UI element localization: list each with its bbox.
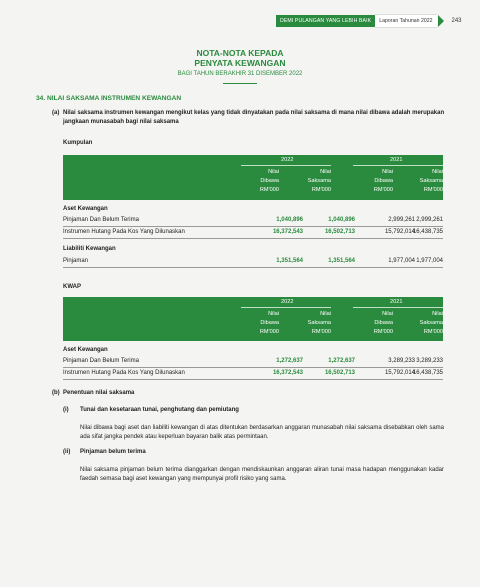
row-divider bbox=[63, 379, 443, 380]
item-ii-marker: (ii) bbox=[63, 449, 71, 455]
table-row: Instrumen Hutang Pada Kos Yang Dilunaskan 16,372,543 16,502,713 15,792,014 16,438,735 bbox=[63, 370, 443, 376]
year-2021-rule bbox=[353, 307, 443, 308]
page-header bbox=[276, 15, 462, 27]
title-divider bbox=[223, 83, 257, 84]
col-head: Nilai Dibawa RM'000 bbox=[259, 169, 279, 193]
year-2022-rule bbox=[241, 307, 331, 308]
header-arrow-icon bbox=[438, 15, 444, 27]
year-2022-label: 2022 bbox=[281, 299, 294, 305]
table-row: Instrumen Hutang Pada Kos Yang Dilunaskan 16,372,543 16,502,713 15,792,014 16,438,735 bbox=[63, 229, 443, 235]
section-heading: 34. NILAI SAKSAMA INSTRUMEN KEWANGAN bbox=[36, 95, 182, 102]
year-2021-label: 2021 bbox=[390, 157, 403, 163]
table-row: Pinjaman Dan Belum Terima 1,272,637 1,272,637 3,289,233 3,289,233 bbox=[63, 358, 443, 364]
aset-kewangan-heading: Aset Kewangan bbox=[63, 347, 108, 353]
item-ii-text: Nilai saksama pinjaman belum terima dianggarkan dengan mendiskaunkan anggaran aliran tunai masa hadapan menggunakan kadar faedah semasa bagi aset kewangan yang mempunyai profil risiko yang sama. bbox=[80, 467, 444, 482]
header-tagline: DEMI PULANGAN YANG LEBIH BAIK bbox=[276, 15, 375, 27]
page-number: 243 bbox=[451, 18, 462, 24]
item-i-marker: (i) bbox=[63, 407, 69, 413]
header-report-name: Laporan Tahunan 2022 bbox=[375, 14, 436, 28]
year-2021-rule bbox=[353, 165, 443, 166]
col-head: Nilai Saksama RM'000 bbox=[419, 169, 443, 193]
year-2021-label: 2021 bbox=[390, 299, 403, 305]
row-divider bbox=[63, 267, 443, 268]
page-title bbox=[0, 48, 480, 68]
year-2022-rule bbox=[241, 165, 331, 166]
col-head: Nilai Dibawa RM'000 bbox=[373, 311, 393, 335]
col-head: Nilai Dibawa RM'000 bbox=[259, 311, 279, 335]
kumpulan-table-header bbox=[63, 155, 443, 200]
item-a-text: Nilai saksama instrumen kewangan mengikut kelas yang tidak dinyatakan pada nilai saksama di mana nilai dibawa adalah merupakan jangkaan munasabah bagi nilai saksama bbox=[63, 110, 445, 125]
col-head: Nilai Saksama RM'000 bbox=[307, 311, 331, 335]
page-subtitle: BAGI TAHUN BERAKHIR 31 DISEMBER 2022 bbox=[177, 71, 303, 77]
row-divider bbox=[63, 238, 443, 239]
row-divider bbox=[63, 226, 443, 227]
item-i-title: Tunai dan kesetaraan tunai, penghutang dan pemiutang bbox=[80, 407, 239, 413]
item-b-marker: (b) bbox=[52, 390, 60, 396]
liabiliti-kewangan-heading: Liabiliti Kewangan bbox=[63, 246, 116, 252]
aset-kewangan-heading: Aset Kewangan bbox=[63, 206, 108, 212]
col-head: Nilai Saksama RM'000 bbox=[419, 311, 443, 335]
kwap-label: KWAP bbox=[63, 284, 81, 290]
col-head: Nilai Dibawa RM'000 bbox=[373, 169, 393, 193]
col-head: Nilai Saksama RM'000 bbox=[307, 169, 331, 193]
table-row: Pinjaman Dan Belum Terima 1,040,896 1,040,896 2,999,261 2,999,261 bbox=[63, 217, 443, 223]
kwap-table-header bbox=[63, 297, 443, 341]
title-line-2: PENYATA KEWANGAN bbox=[194, 58, 286, 68]
item-b-title: Penentuan nilai saksama bbox=[63, 390, 135, 396]
table-row: Pinjaman 1,351,564 1,351,564 1,977,004 1,977,004 bbox=[63, 258, 443, 264]
row-divider bbox=[63, 367, 443, 368]
item-ii-title: Pinjaman belum terima bbox=[80, 449, 146, 455]
item-i-text: Nilai dibawa bagi aset dan liabiliti kewangan di atas ditentukan berdasarkan anggaran munasabah nilai saksama disebabkan oleh sama ada sifat jangka pendek atau keperluan bayaran balik atas permintaan. bbox=[80, 425, 444, 440]
kumpulan-label: Kumpulan bbox=[63, 140, 93, 146]
year-2022-label: 2022 bbox=[281, 157, 294, 163]
item-a-marker: (a) bbox=[52, 110, 60, 116]
title-line-1: NOTA-NOTA KEPADA bbox=[196, 48, 284, 58]
